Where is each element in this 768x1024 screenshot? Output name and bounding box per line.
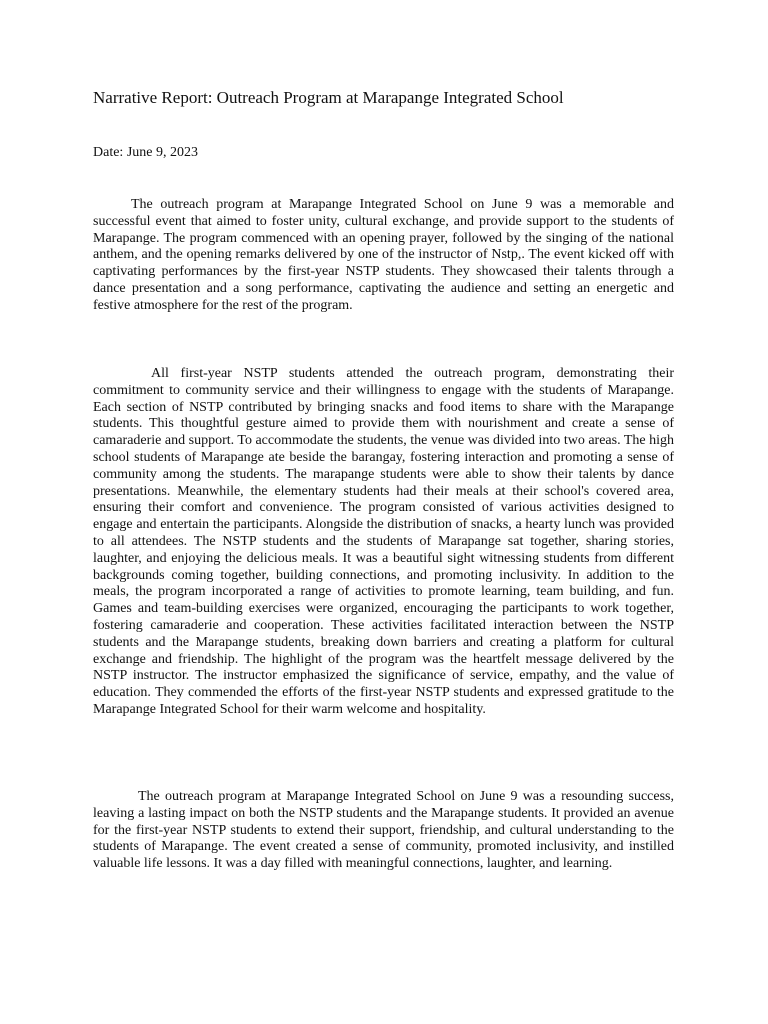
- report-date: Date: June 9, 2023: [93, 145, 198, 160]
- paragraph-opening: The outreach program at Marapange Integrated School on June 9 was a memorable and successful event that aimed to foster unity, cultural exchange, and provide support to the students of Marapange. The program commenced with an opening prayer, followed by the singing of the national anthem, and the opening remarks delivered by one of the instructor of Nstp,. The event kicked off with captivating performances by the first-year NSTP students. They showcased their talents through a dance presentation and a song performance, captivating the audience and setting an energetic and festive atmosphere for the rest of the program.: [93, 197, 674, 313]
- report-title: Narrative Report: Outreach Program at Marapange Integrated School: [93, 88, 564, 107]
- paragraph-activities: All first-year NSTP students attended the outreach program, demonstrating their commitment to community service and their willingness to engage with the students of Marapange. Each section of NSTP contributed by bringing snacks and food items to share with the Marapange students. This thoughtful gesture aimed to provide them with nourishment and create a sense of camaraderie and support. To accommodate the students, the venue was divided into two areas. The high school students of Marapange ate beside the barangay, fostering interaction and promoting a sense of community among the students. The marapange students were able to show their talents by dance presentations. Meanwhile, the elementary students had their meals at their school's covered area, ensuring their comfort and convenience. The program consisted of various activities designed to engage and entertain the participants. Alongside the distribution of snacks, a hearty lunch was provided to all attendees. The NSTP students and the students of Marapange sat together, sharing stories, laughter, and enjoying the delicious meals. It was a beautiful sight witnessing students from different backgrounds coming together, building connections, and promoting inclusivity. In addition to the meals, the program incorporated a range of activities to promote learning, team building, and fun. Games and team-building exercises were organized, encouraging the participants to work together, fostering camaraderie and cooperation. These activities facilitated interaction between the NSTP students and the Marapange students, breaking down barriers and creating a platform for cultural exchange and friendship. The highlight of the program was the heartfelt message delivered by the NSTP instructor. The instructor emphasized the significance of service, empathy, and the value of education. They commended the efforts of the first-year NSTP students and expressed gratitude to the Marapange Integrated School for their warm welcome and hospitality.: [93, 366, 674, 717]
- paragraph-conclusion: The outreach program at Marapange Integrated School on June 9 was a resounding success, leaving a lasting impact on both the NSTP students and the Marapange students. It provided an avenue for the first-year NSTP students to extend their support, friendship, and cultural understanding to the students of Marapange. The event created a sense of community, promoted inclusivity, and instilled valuable life lessons. It was a day filled with meaningful connections, laughter, and learning.: [93, 789, 674, 872]
